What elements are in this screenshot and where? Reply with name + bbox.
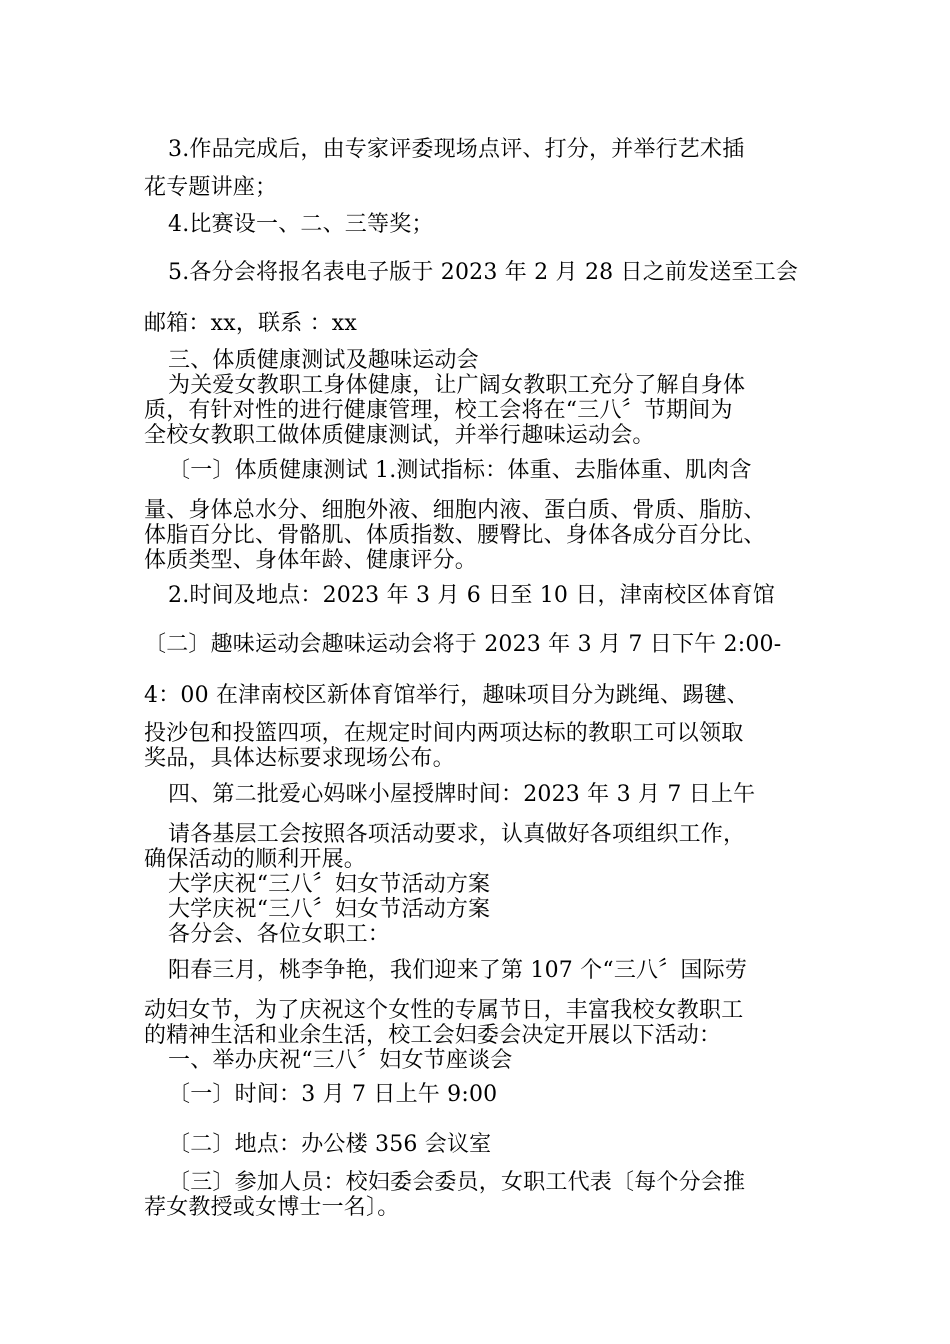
text-line: 全校女教职工做体质健康测试，并举行趣味运动会。	[144, 423, 655, 448]
text-line: 5.各分会将报名表电子版于 2023 年 2 月 28 日之前发送至工会	[168, 260, 799, 285]
text-line: 奖品，具体达标要求现场公布。	[144, 746, 455, 771]
text-line: 4.比赛设一、二、三等奖；	[168, 212, 434, 237]
text-line: 3.作品完成后，由专家评委现场点评、打分，并举行艺术插	[168, 137, 745, 162]
text-line: 质，有针对性的进行健康管理，校工会将在“三八〞节期间为	[144, 398, 733, 423]
document-title: 大学庆祝“三八〞妇女节活动方案	[168, 897, 491, 922]
text-line: 的精神生活和业余生活，校工会妇委会决定开展以下活动：	[144, 1023, 722, 1048]
text-line: 邮箱：xx，联系 ：xx	[144, 311, 358, 336]
text-line: 确保活动的顺利开展。	[144, 847, 367, 872]
text-line: 2.时间及地点：2023 年 3 月 6 日至 10 日，津南校区体育馆	[168, 583, 776, 608]
text-line: 〔一〕时间：3 月 7 日上午 9:00	[168, 1082, 498, 1107]
text-line: 荐女教授或女博士一名〕。	[144, 1195, 400, 1220]
text-line: 〔三〕参加人员：校妇委会委员，女职工代表〔每个分会推	[168, 1170, 746, 1195]
section-heading: 三、体质健康测试及趣味运动会	[168, 348, 479, 373]
section-heading: 一、举办庆祝“三八〞妇女节座谈会	[168, 1048, 513, 1073]
section-heading: 四、第二批爱心妈咪小屋授牌时间：2023 年 3 月 7 日上午	[168, 782, 756, 807]
document-title: 大学庆祝“三八〞妇女节活动方案	[168, 872, 491, 897]
text-line: 〔一〕体质健康测试 1.测试指标：体重、去脂体重、肌肉含	[168, 458, 752, 483]
text-line: 体质类型、身体年龄、健康评分。	[144, 548, 478, 573]
text-line: 花专题讲座；	[144, 175, 278, 200]
text-line: 〔二〕地点：办公楼 356 会议室	[168, 1132, 492, 1157]
text-line: 4：00 在津南校区新体育馆举行，趣味项目分为跳绳、踢毽、	[144, 683, 749, 708]
text-line: 为关爱女教职工身体健康，让广阔女教职工充分了解自身体	[168, 373, 746, 398]
text-line: 投沙包和投篮四项，在规定时间内两项达标的教职工可以领取	[144, 721, 744, 746]
text-line: 量、身体总水分、细胞外液、细胞内液、蛋白质、骨质、脂肪、	[144, 498, 766, 523]
text-line: 请各基层工会按照各项活动要求，认真做好各项组织工作，	[168, 822, 746, 847]
text-line: 体脂百分比、骨骼肌、体质指数、腰臀比、身体各成分百分比、	[144, 523, 766, 548]
salutation: 各分会、各位女职工：	[168, 922, 391, 947]
text-line: 动妇女节，为了庆祝这个女性的专属节日，丰富我校女教职工	[144, 998, 744, 1023]
text-line: 阳春三月，桃李争艳，我们迎来了第 107 个“三八〞国际劳	[168, 958, 748, 983]
text-line: 〔二〕趣味运动会趣味运动会将于 2023 年 3 月 7 日下午 2:00-	[144, 632, 782, 657]
